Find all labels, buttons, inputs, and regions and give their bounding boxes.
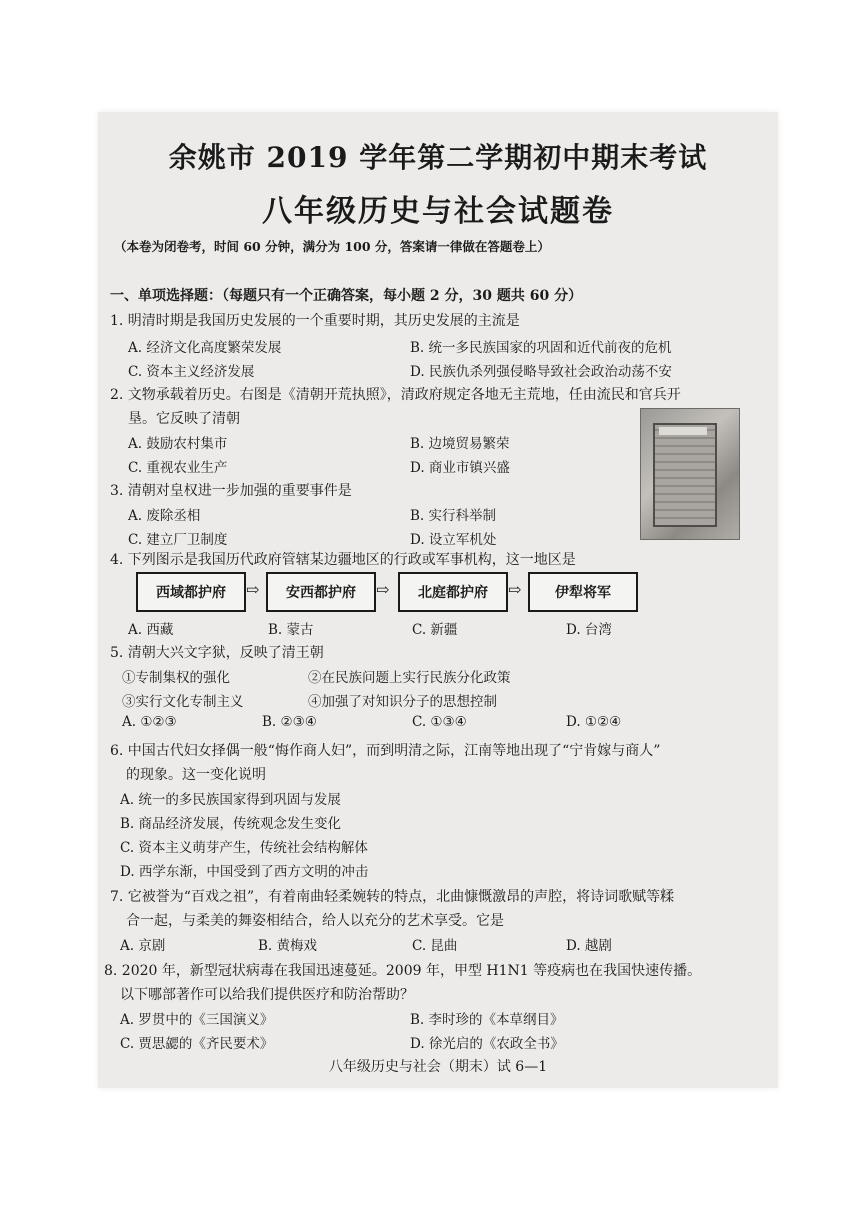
q4-option-c: C. 新疆 [412,622,458,638]
diagram-arrow-3: ⇨ [508,580,522,599]
q5-item-2: ②在民族问题上实行民族分化政策 [308,670,511,686]
q1-option-a: A. 经济文化高度繁荣发展 [128,340,282,356]
question-3-stem: 3. 清朝对皇权进一步加强的重要事件是 [110,483,352,499]
land-permit-photo [640,408,740,540]
q8-option-d: D. 徐光启的《农政全书》 [410,1036,564,1052]
question-7-stem-line2: 合一起，与柔美的舞姿相结合，给人以充分的艺术享受。它是 [126,913,504,929]
question-7-stem-line1: 7. 它被誉为“百戏之祖”，有着南曲轻柔婉转的特点，北曲慷慨激昂的声腔，将诗词歌赋等糅 [110,889,675,905]
q3-option-a: A. 废除丞相 [128,508,201,524]
q2-option-d: D. 商业市镇兴盛 [410,460,510,476]
q1-option-d: D. 民族仇杀列强侵略导致社会政治动荡不安 [410,364,672,380]
question-8-stem-line2: 以下哪部著作可以给我们提供医疗和防治帮助？ [120,987,414,1003]
q5-option-d: D. ①②④ [566,714,622,730]
exam-title: 余姚市 2019 学年第二学期初中期末考试 [168,141,708,174]
q2-option-a: A. 鼓励农村集市 [128,436,228,452]
q5-item-3: ③实行文化专制主义 [122,694,244,710]
diagram-box-beiting: 北庭都护府 [398,572,508,612]
exam-paper [98,112,778,1088]
q6-option-b: B. 商品经济发展，传统观念发生变化 [120,816,342,832]
exam-subtitle: 八年级历史与社会试题卷 [262,194,614,229]
q5-option-a: A. ①②③ [122,714,177,730]
diagram-box-anxi: 安西都护府 [266,572,376,612]
question-1-stem: 1. 明清时期是我国历史发展的一个重要时期，其历史发展的主流是 [110,313,520,329]
q7-option-c: C. 昆曲 [412,938,458,954]
q4-option-b: B. 蒙古 [268,622,314,638]
question-2-stem-line2: 垦。它反映了清朝 [128,411,240,427]
q6-option-a: A. 统一的多民族国家得到巩固与发展 [120,792,341,808]
q3-option-c: C. 建立厂卫制度 [128,532,228,548]
q7-option-a: A. 京剧 [120,938,166,954]
q5-item-1: ①专制集权的强化 [122,670,230,686]
page-footer: 八年级历史与社会（期末）试 6—1 [328,1059,548,1075]
diagram-box-yili: 伊犁将军 [528,572,638,612]
q2-option-b: B. 边境贸易繁荣 [410,436,510,452]
question-6-stem-line2: 的现象。这一变化说明 [126,767,266,783]
q6-option-c: C. 资本主义萌芽产生，传统社会结构解体 [120,840,368,856]
q8-option-b: B. 李时珍的《本草纲目》 [410,1012,564,1028]
q7-option-b: B. 黄梅戏 [258,938,318,954]
q1-option-c: C. 资本主义经济发展 [128,364,255,380]
section-heading: 一、单项选择题：（每题只有一个正确答案，每小题 2 分，30 题共 60 分） [110,288,583,304]
q1-option-b: B. 统一多民族国家的巩固和近代前夜的危机 [410,340,672,356]
question-2-stem-line1: 2. 文物承载着历史。右图是《清朝开荒执照》，清政府规定各地无主荒地，任由流民和官兵开 [110,387,681,403]
q2-option-c: C. 重视农业生产 [128,460,228,476]
q8-option-a: A. 罗贯中的《三国演义》 [120,1012,274,1028]
q4-option-d: D. 台湾 [566,622,612,638]
q3-option-b: B. 实行科举制 [410,508,497,524]
q5-option-c: C. ①③④ [412,714,467,730]
diagram-arrow-1: ⇨ [246,580,260,599]
question-4-stem: 4. 下列图示是我国历代政府管辖某边疆地区的行政或军事机构，这一地区是 [110,552,576,568]
exam-note: （本卷为闭卷考，时间 60 分钟，满分为 100 分，答案请一律做在答题卷上） [114,239,550,254]
question-6-stem-line1: 6. 中国古代妇女择偶一般“悔作商人妇”，而到明清之际，江南等地出现了“宁肯嫁与商人” [110,743,661,759]
diagram-box-xiyu: 西域都护府 [136,572,246,612]
q5-option-b: B. ②③④ [262,714,317,730]
q8-option-c: C. 贾思勰的《齐民要术》 [120,1036,274,1052]
question-8-stem-line1: 8. 2020 年，新型冠状病毒在我国迅速蔓延。2009 年，甲型 H1N1 等疫病也在我国快速传播。 [104,963,702,979]
q4-option-a: A. 西藏 [128,622,174,638]
q5-item-4: ④加强了对知识分子的思想控制 [308,694,497,710]
question-5-stem: 5. 清朝大兴文字狱，反映了清王朝 [110,645,324,661]
q6-option-d: D. 西学东渐，中国受到了西方文明的冲击 [120,864,369,880]
permit-header-strip [659,427,707,435]
q3-option-d: D. 设立军机处 [410,532,497,548]
diagram-arrow-2: ⇨ [376,580,390,599]
q7-option-d: D. 越剧 [566,938,612,954]
permit-document-image [653,423,717,527]
